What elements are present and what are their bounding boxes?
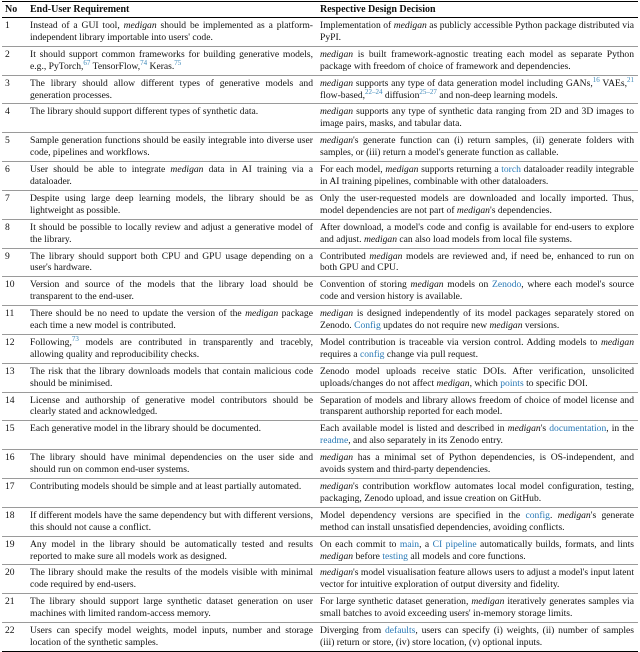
row-number-cell: 2 <box>5 48 10 60</box>
table-row <box>2 18 638 47</box>
requirement-cell: User should be able to integrate medigan data in AI training via a dataloader. <box>30 164 313 187</box>
row-number-cell: 18 <box>5 509 15 521</box>
package-name: medigan <box>320 567 354 579</box>
citation-ref[interactable]: 16 <box>592 75 600 84</box>
table-row <box>2 277 638 306</box>
table-row <box>2 75 638 104</box>
package-name: medigan <box>369 250 403 262</box>
table-row <box>2 190 638 219</box>
table-row <box>2 133 638 162</box>
citation-ref[interactable]: 25–27 <box>419 87 437 96</box>
row-number-cell: 6 <box>5 164 10 176</box>
table-row <box>2 565 638 594</box>
row-number-cell: 7 <box>5 192 10 204</box>
row-number-cell: 1 <box>5 20 10 31</box>
citation-ref[interactable]: 75 <box>174 58 182 67</box>
package-name: medigan <box>410 279 444 291</box>
table-row <box>2 450 638 479</box>
package-name: medigan <box>320 106 354 118</box>
requirement-cell: The library should support different types of synthetic data. <box>30 106 259 118</box>
decision-cell: On each commit to main, a CI pipeline automatically builds, formats, and lints medigan before testing all models and core functions. <box>320 538 634 562</box>
decision-cell: After download, a model's code and config is available for end-users to explore and adjust. medigan can also load models from local file systems. <box>320 221 634 245</box>
package-name: medigan <box>320 550 354 562</box>
hyperlink[interactable]: documentation <box>549 423 607 435</box>
package-name: medigan <box>363 233 398 245</box>
package-name: medigan <box>557 509 591 521</box>
row-number-cell: 10 <box>5 279 15 291</box>
decision-cell: medigan is built framework-agnostic treating each model as separate Python package with freedom of choice of framework and dependencies. <box>320 48 634 72</box>
decision-cell: Model contribution is traceable via version control. Adding models to medigan requires a config change via pull request. <box>320 336 634 360</box>
hyperlink[interactable]: testing <box>382 550 408 562</box>
package-name: medigan <box>600 336 634 348</box>
row-number-cell: 15 <box>5 423 15 435</box>
package-name: medigan <box>393 20 427 31</box>
decision-cell: medigan supports any type of synthetic data ranging from 2D and 3D images to image pairs, masks, and tabular data. <box>320 106 634 130</box>
hyperlink[interactable]: points <box>500 377 524 389</box>
table-row <box>2 306 638 335</box>
package-name: medigan <box>123 20 157 31</box>
package-name: medigan <box>245 308 279 320</box>
package-name: medigan <box>385 164 419 176</box>
requirement-cell: Contributing models should be simple and at least partially automated. <box>30 481 302 492</box>
table-row <box>2 248 638 277</box>
requirement-cell: Instead of a GUI tool, medigan should be implemented as a platform-independent library importable into users' code. <box>30 20 313 43</box>
requirement-cell: Sample generation functions should be easily integrable into diverse user code, pipelines and workflows. <box>30 135 313 159</box>
citation-ref[interactable]: 21 <box>627 75 634 84</box>
row-number-cell: 13 <box>5 365 15 377</box>
requirement-cell: Each generative model in the library should be documented. <box>30 423 261 435</box>
requirement-cell: There should be no need to update the version of the medigan package each time a new model is contributed. <box>30 308 313 332</box>
decision-cell: Contributed medigan models are reviewed and, if need be, enhanced to run on both GPU and CPU. <box>320 250 635 274</box>
row-number-cell: 17 <box>5 481 15 492</box>
package-name: medigan <box>320 48 354 60</box>
decision-cell: For each model, medigan supports returning a torch dataloader readily integrable in AI training pipelines, combinable with other dataloaders. <box>320 164 634 187</box>
requirement-cell: If different models have the same dependency but with different versions, this should not cause a conflict. <box>30 509 313 533</box>
package-name: medigan <box>320 135 354 147</box>
citation-ref[interactable]: 67 <box>83 58 91 67</box>
requirement-cell: License and authorship of generative model contributors should be clearly stated and acknowledged. <box>30 394 313 418</box>
decision-cell: medigan is designed independently of its model packages separately stored on Zenodo. Config updates do not require new medigan versions. <box>320 308 634 332</box>
table-row <box>2 421 638 450</box>
hyperlink[interactable]: config <box>359 348 385 360</box>
package-name: medigan <box>320 77 354 89</box>
header-requirement: End-User Requirement <box>30 4 130 15</box>
table-row <box>2 46 638 75</box>
decision-cell: medigan supports any type of data generation model including GANs,$^{16}$ VAEs,$^{21}$ flow-based,$^{22-24}$ diffusion$^{25-27}$ and non-deep learning models. <box>320 75 634 101</box>
decision-cell: medigan's model visualisation feature allows users to adjust a model's input latent vector for intuitive exploration of output diversity and fidelity. <box>320 567 634 591</box>
package-name: medigan <box>489 320 523 332</box>
table-row <box>2 104 638 133</box>
package-name: medigan <box>170 164 204 176</box>
hyperlink[interactable]: torch <box>501 164 521 176</box>
requirement-cell: Version and source of the models that the library load should be transparent to the end-user. <box>30 279 313 303</box>
decision-cell: Each available model is listed and described in medigan's documentation, in the readme, and also separately in its Zenodo entry. <box>320 423 634 447</box>
row-number-cell: 8 <box>5 221 10 233</box>
requirements-table <box>2 1 638 652</box>
citation-ref[interactable]: 22–24 <box>365 87 383 96</box>
requirement-cell: The library should support large synthetic dataset generation on user machines with limited random-access memory. <box>30 596 313 620</box>
decision-cell: medigan has a minimal set of Python dependencies, is OS-independent, and avoids system and third-party dependencies. <box>320 452 634 476</box>
row-number-cell: 21 <box>5 596 15 608</box>
package-name: medigan <box>456 204 490 216</box>
hyperlink[interactable]: config <box>525 509 550 521</box>
table-row <box>2 334 638 363</box>
decision-cell: Implementation of medigan as publicly accessible Python package distributed via PyPI. <box>320 20 634 43</box>
decision-cell: Separation of models and library allows freedom of choice of model license and transparent authorship reported for each model. <box>320 394 634 418</box>
decision-cell: Zenodo model uploads receive static DOIs. After verification, unsolicited uploads/changes do not affect medigan, which points to specific DOI. <box>320 365 634 389</box>
requirement-cell: It should be possible to locally review and adjust a generative model of the library. <box>30 221 313 245</box>
row-number-cell: 11 <box>5 308 15 320</box>
requirement-cell: The risk that the library downloads models that contain malicious code should be minimised. <box>30 365 313 389</box>
requirement-cell: The library should have minimal dependencies on the user side and should run on common end-user systems. <box>30 452 313 476</box>
requirement-cell: It should support common frameworks for building generative models, e.g., PyTorch,$^{67}$ TensorFlow,$^{74}$ Keras.$^{75}$ <box>30 48 313 72</box>
row-number-cell: 19 <box>5 538 15 550</box>
table-row <box>2 392 638 421</box>
hyperlink[interactable]: readme <box>320 435 349 447</box>
row-number-cell: 5 <box>5 135 10 147</box>
requirement-cell: The library should allow different types of generative models and generation processes. <box>30 77 313 101</box>
decision-cell: medigan's contribution workflow automates local model configuration, testing, packaging, Zenodo upload, and issue creation on GitHub. <box>320 481 634 504</box>
row-number-cell: 9 <box>5 250 10 262</box>
header-row <box>2 2 638 18</box>
row-number-cell: 20 <box>5 567 15 579</box>
citation-ref[interactable]: 74 <box>140 58 148 67</box>
table-row <box>2 507 638 536</box>
hyperlink[interactable]: defaults <box>385 625 416 637</box>
table-header <box>2 2 638 18</box>
decision-cell: Diverging from defaults, users can specify (i) weights, (ii) number of samples (iii) return or store, (iv) store location, (v) optional inputs. <box>320 625 634 648</box>
table-row <box>2 162 638 191</box>
hyperlink[interactable]: Config <box>354 320 381 332</box>
table-body <box>2 18 638 652</box>
requirement-cell: The library should make the results of the models visible with minimal code required by end-users. <box>30 567 313 591</box>
row-number-cell: 4 <box>5 106 10 118</box>
row-number-cell: 12 <box>5 336 15 348</box>
hyperlink[interactable]: main <box>399 538 420 550</box>
row-number-cell: 22 <box>5 625 15 637</box>
row-number-cell: 14 <box>5 394 15 406</box>
package-name: medigan <box>320 308 354 320</box>
hyperlink[interactable]: CI pipeline <box>432 538 477 550</box>
package-name: medigan <box>507 423 541 435</box>
table-row <box>2 536 638 565</box>
requirement-cell: Users can specify model weights, model inputs, number and storage location of the synthetic samples. <box>30 625 313 648</box>
decision-cell: Convention of storing medigan models on Zenodo, where each model's source code and version history is available. <box>320 279 634 303</box>
decision-cell: Model dependency versions are specified in the config. medigan's generate method can install unsatisfied dependencies, avoiding conflicts. <box>320 509 634 533</box>
header-no: No <box>5 4 18 15</box>
package-name: medigan <box>471 596 505 608</box>
header-decision: Respective Design Decision <box>320 4 436 15</box>
row-number-cell: 16 <box>5 452 15 464</box>
requirement-cell: The library should support both CPU and GPU usage depending on a user's hardware. <box>30 250 313 274</box>
row-number-cell: 3 <box>5 77 10 89</box>
table-row <box>2 594 638 623</box>
decision-cell: medigan's generate function can (i) return samples, (ii) generate folders with samples, or (iii) return a model's generate function as callable. <box>320 135 634 159</box>
requirement-cell: Despite using large deep learning models, the library should be as lightweight as possible. <box>30 192 313 216</box>
package-name: medigan <box>320 452 354 464</box>
decision-cell: For large synthetic dataset generation, medigan iteratively generates samples via small batches to avoid exceeding users' in-memory storage limits. <box>320 596 634 620</box>
package-name: medigan <box>436 377 470 389</box>
requirement-cell: Following,$^{73}$ models are contributed in transparently and tracebly, allowing quality and reproducibility checks. <box>30 334 313 360</box>
decision-cell: Only the user-requested models are downloaded and locally imported. Thus, model dependencies are not part of medigan's dependencies. <box>320 192 634 216</box>
table-row <box>2 219 638 248</box>
table-row <box>2 363 638 392</box>
table-row <box>2 623 638 652</box>
table-row <box>2 479 638 508</box>
hyperlink[interactable]: Zenodo <box>491 279 522 291</box>
citation-ref[interactable]: 73 <box>71 334 79 343</box>
requirement-cell: Any model in the library should be automatically tested and results reported to make sure all models work as designed. <box>30 538 313 562</box>
package-name: medigan <box>320 481 354 492</box>
